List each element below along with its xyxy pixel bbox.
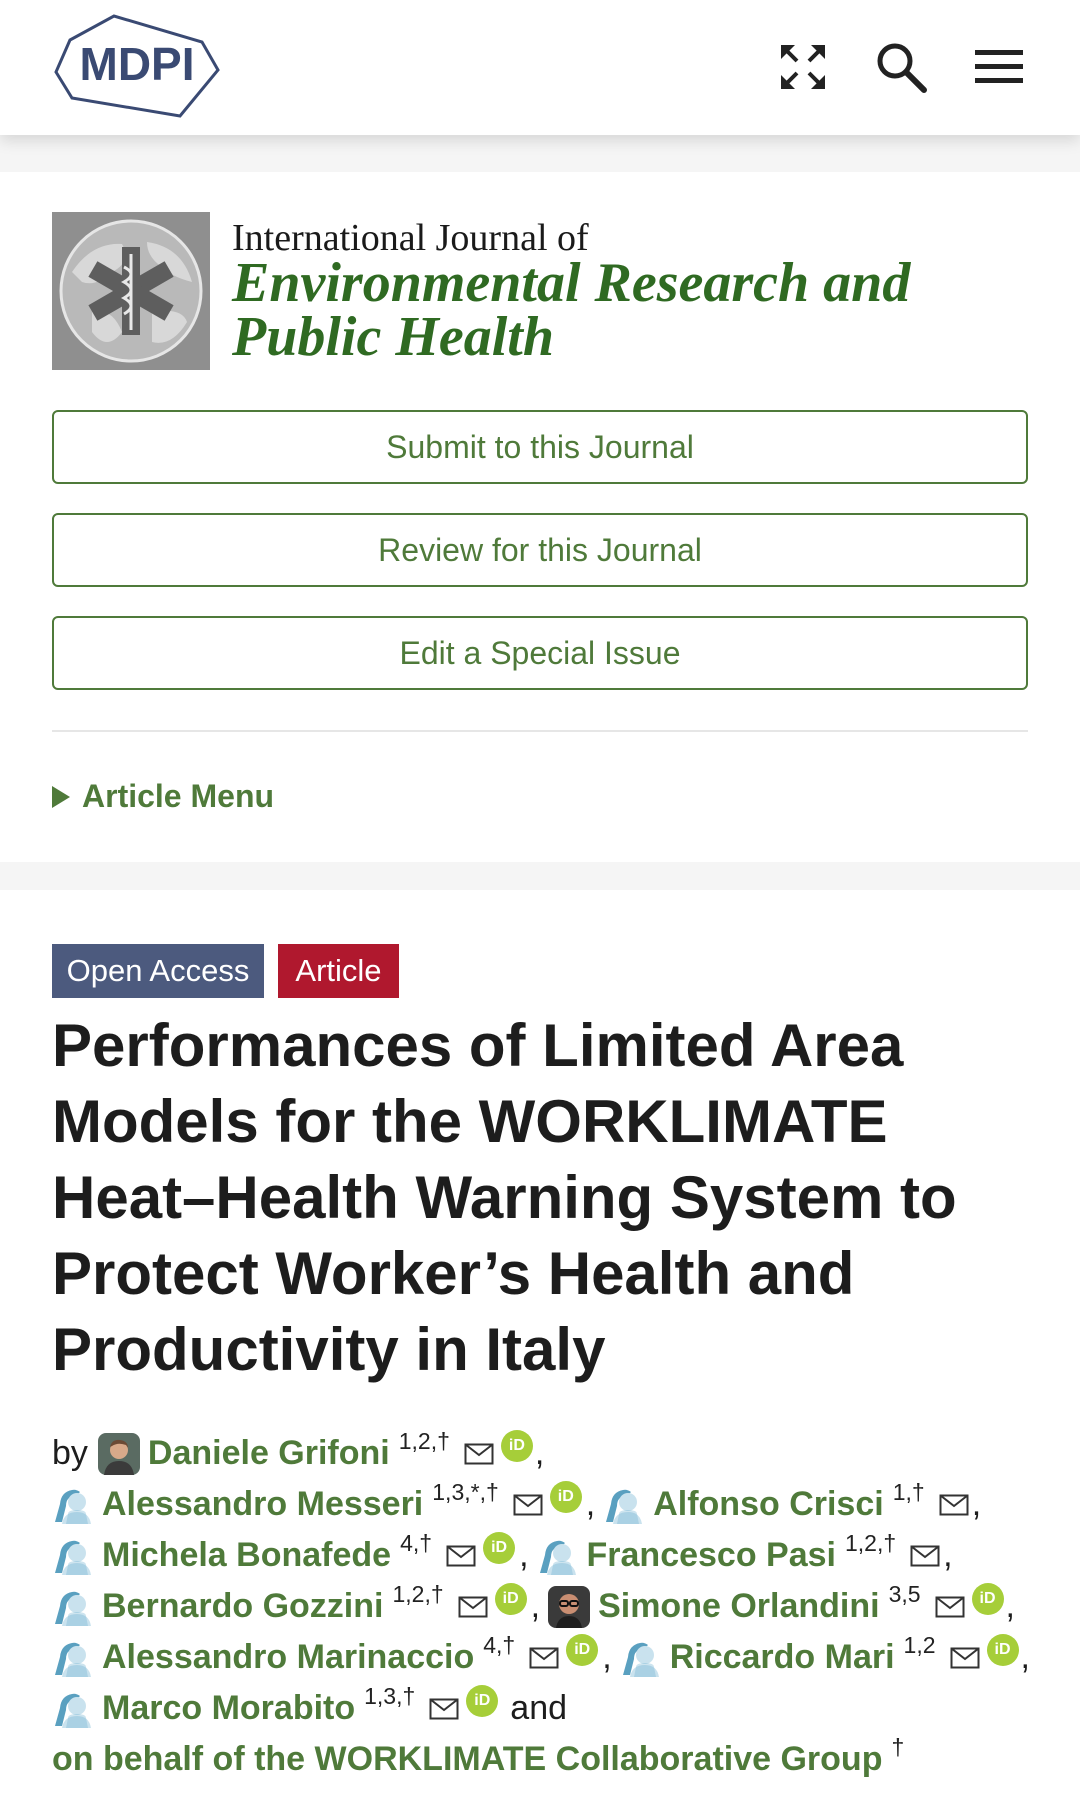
top-navigation-bar	[0, 0, 1080, 135]
avatar-placeholder-icon	[620, 1637, 662, 1679]
author-list	[52, 1428, 1042, 1785]
submit-to-journal-button[interactable]: Submit to this Journal	[52, 410, 1028, 484]
expand-icon[interactable]	[772, 36, 834, 98]
journal-kicker: International Journal of	[232, 217, 589, 259]
article-menu-label: Article Menu	[82, 778, 275, 814]
author-affiliation: 3,5	[888, 1581, 921, 1607]
avatar-placeholder-icon	[603, 1484, 645, 1526]
author-affiliation: 4,†	[483, 1632, 516, 1658]
comma: ,	[1005, 1587, 1015, 1625]
mail-icon[interactable]	[950, 1647, 980, 1669]
comma: ,	[585, 1485, 596, 1523]
author-name[interactable]: Marco Morabito	[102, 1689, 356, 1727]
author-name[interactable]: Riccardo Mari	[669, 1638, 895, 1676]
author-line	[52, 1581, 1042, 1632]
author-affiliation: 1,2,†	[392, 1581, 444, 1607]
orcid-icon[interactable]: iD	[566, 1634, 598, 1666]
avatar-placeholder-icon	[537, 1535, 579, 1577]
mail-icon[interactable]	[446, 1545, 476, 1567]
author-affiliation: 1,2,†	[845, 1530, 897, 1556]
author-affiliation: 1,2,†	[398, 1428, 450, 1454]
author-name[interactable]: Francesco Pasi	[586, 1536, 836, 1574]
article-menu-toggle[interactable]	[52, 778, 274, 815]
avatar-placeholder-icon	[52, 1688, 94, 1730]
search-icon[interactable]	[870, 36, 932, 98]
author-line	[52, 1530, 1042, 1581]
orcid-icon[interactable]: iD	[501, 1430, 533, 1462]
author-name[interactable]: Alessandro Messeri	[102, 1485, 424, 1523]
author-photo[interactable]	[98, 1433, 140, 1475]
divider	[52, 730, 1028, 732]
comma: ,	[943, 1536, 953, 1574]
orcid-icon[interactable]: iD	[972, 1583, 1004, 1615]
edit-special-issue-button[interactable]: Edit a Special Issue	[52, 616, 1028, 690]
open-access-badge[interactable]: Open Access	[52, 944, 264, 998]
mail-icon[interactable]	[513, 1494, 543, 1516]
author-name[interactable]: Alfonso Crisci	[653, 1485, 884, 1523]
author-line	[52, 1632, 1042, 1683]
author-affiliation: 4,†	[400, 1530, 433, 1556]
mail-icon[interactable]	[935, 1596, 965, 1618]
orcid-icon[interactable]: iD	[987, 1634, 1019, 1666]
orcid-icon[interactable]: iD	[550, 1481, 582, 1513]
author-affiliation: 1,†	[892, 1479, 925, 1505]
article-title: Performances of Limited Area Models for the WORKLIMATE Heat–Health Warning System to Protect Worker’s Health and Productivity in Italy	[52, 1012, 957, 1383]
author-affiliation: †	[891, 1734, 905, 1760]
avatar-placeholder-icon	[52, 1484, 94, 1526]
expand-triangle-icon	[52, 786, 70, 808]
author-affiliation: 1,3,*,†	[432, 1479, 499, 1505]
author-line	[52, 1734, 1042, 1785]
mail-icon[interactable]	[939, 1494, 969, 1516]
avatar-placeholder-icon	[52, 1637, 94, 1679]
author-affiliation: 1,3,†	[364, 1683, 416, 1709]
author-photo[interactable]	[548, 1586, 590, 1628]
collaborative-group-link[interactable]: on behalf of the WORKLIMATE Collaborative Group	[52, 1740, 883, 1778]
author-name[interactable]: Bernardo Gozzini	[102, 1587, 384, 1625]
article-section	[0, 890, 1080, 1800]
orcid-icon[interactable]: iD	[483, 1532, 515, 1564]
author-name[interactable]: Simone Orlandini	[598, 1587, 880, 1625]
mail-icon[interactable]	[529, 1647, 559, 1669]
comma: ,	[1020, 1638, 1030, 1676]
author-line	[52, 1683, 1042, 1734]
avatar-placeholder-icon	[52, 1586, 94, 1628]
author-line	[52, 1479, 1042, 1530]
mdpi-logo[interactable]	[52, 12, 222, 122]
author-name[interactable]: Michela Bonafede	[102, 1536, 392, 1574]
avatar-placeholder-icon	[52, 1535, 94, 1577]
orcid-icon[interactable]: iD	[466, 1685, 498, 1717]
comma: ,	[602, 1638, 612, 1676]
mail-icon[interactable]	[464, 1443, 494, 1465]
author-name[interactable]: Daniele Grifoni	[147, 1434, 390, 1472]
article-type-badge: Article	[278, 944, 399, 998]
author-name[interactable]: Alessandro Marinaccio	[102, 1638, 475, 1676]
orcid-icon[interactable]: iD	[495, 1583, 527, 1615]
hamburger-menu-icon[interactable]	[968, 36, 1030, 98]
comma: ,	[530, 1587, 541, 1625]
review-for-journal-button[interactable]: Review for this Journal	[52, 513, 1028, 587]
by-label: by	[52, 1434, 88, 1472]
mail-icon[interactable]	[429, 1698, 459, 1720]
mail-icon[interactable]	[458, 1596, 488, 1618]
author-line	[52, 1428, 1042, 1479]
and-label: and	[510, 1689, 568, 1727]
logo-text: MDPI	[79, 38, 195, 90]
journal-card	[0, 172, 1080, 862]
journal-cover-image[interactable]	[52, 212, 210, 370]
comma: ,	[971, 1485, 982, 1523]
mail-icon[interactable]	[910, 1545, 940, 1567]
comma: ,	[534, 1434, 545, 1472]
comma: ,	[519, 1536, 529, 1574]
journal-title[interactable]: Environmental Research and Public Health	[232, 252, 911, 368]
author-affiliation: 1,2	[903, 1632, 936, 1658]
